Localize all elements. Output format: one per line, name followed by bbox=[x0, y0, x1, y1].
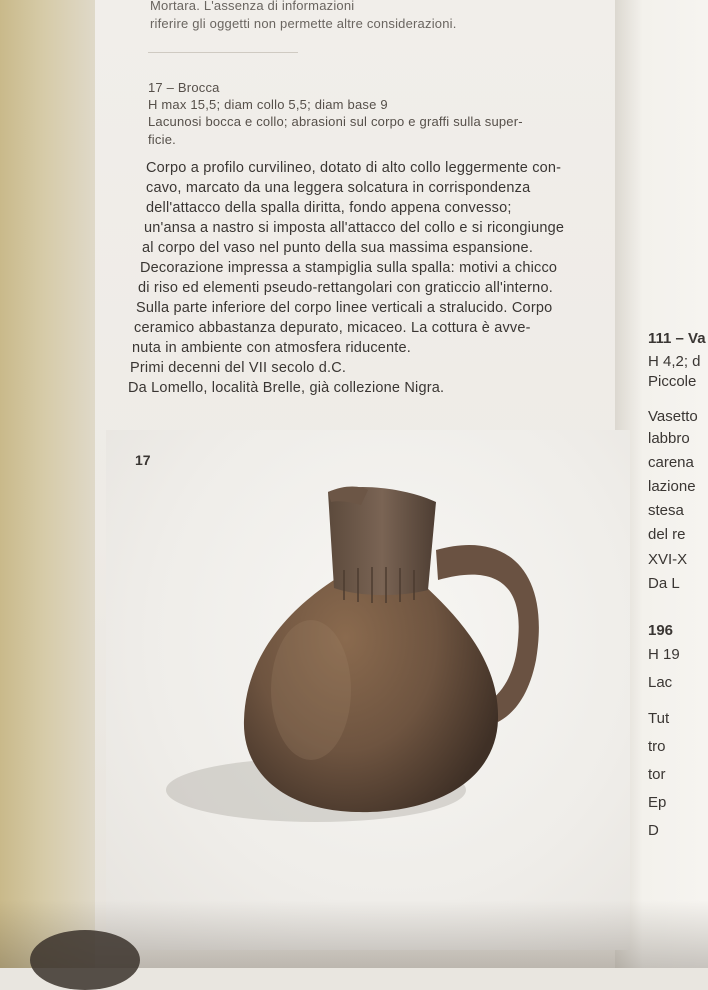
entry-17-dimensions: H max 15,5; diam collo 5,5; diam base 9 bbox=[148, 97, 388, 112]
right-text-line: XVI-X bbox=[648, 551, 688, 568]
section-divider bbox=[148, 52, 298, 53]
right-text-line: tor bbox=[648, 766, 666, 783]
desc-line: Sulla parte inferiore del corpo linee verticali a stralucido. Corpo bbox=[136, 300, 553, 316]
desc-line: nuta in ambiente con atmosfera riducente. bbox=[132, 340, 412, 356]
desc-line: un'ansa a nastro si imposta all'attacco del collo e si ricongiunge bbox=[144, 220, 565, 236]
entry-17-provenance: Da Lomello, località Brelle, già collezione Nigra. bbox=[128, 380, 445, 396]
entry-17-heading: 17 – Brocca bbox=[148, 80, 220, 95]
desc-line: al corpo del vaso nel punto della sua massima espansione. bbox=[142, 240, 534, 256]
entry-196-dims: H 19 bbox=[648, 646, 680, 663]
top-line-2: riferire gli oggetti non permette altre considerazioni. bbox=[150, 16, 457, 31]
entry-17-date: Primi decenni del VII secolo d.C. bbox=[130, 360, 347, 376]
photo-panel bbox=[106, 430, 630, 950]
right-text-line: Tut bbox=[648, 710, 670, 727]
desc-line: Corpo a profilo curvilineo, dotato di alto collo leggermente con- bbox=[146, 160, 562, 176]
entry-17-state-line-1: Lacunosi bocca e collo; abrasioni sul corpo e graffi sulla super- bbox=[148, 114, 523, 129]
right-text-line: Ep bbox=[648, 794, 667, 811]
right-text-line: lazione bbox=[648, 478, 696, 495]
right-text-line: D bbox=[648, 822, 659, 839]
right-text-line: Da L bbox=[648, 575, 680, 592]
right-text-line: carena bbox=[648, 454, 694, 471]
right-text-line: tro bbox=[648, 738, 666, 755]
entry-111-dims: H 4,2; d bbox=[648, 353, 701, 370]
photo-number-label: 17 bbox=[135, 452, 151, 468]
right-text-line: Piccole bbox=[648, 373, 697, 390]
book-edge-left bbox=[0, 0, 110, 968]
right-text-line: labbro bbox=[648, 430, 690, 447]
jug-photo bbox=[106, 430, 630, 950]
entry-111-heading: 111 – Va bbox=[648, 330, 706, 347]
right-text-line: Vasetto bbox=[648, 408, 698, 425]
right-text-line: stesa bbox=[648, 502, 684, 519]
desc-line: dell'attacco della spalla diritta, fondo appena convesso; bbox=[146, 200, 512, 216]
entry-17-state-line-2: ficie. bbox=[148, 132, 176, 147]
right-text-line: Lac bbox=[648, 674, 673, 691]
desc-line: Decorazione impressa a stampiglia sulla spalla: motivi a chicco bbox=[140, 260, 558, 276]
right-text-line: del re bbox=[648, 526, 686, 543]
desc-line: cavo, marcato da una leggera solcatura in corrispondenza bbox=[146, 180, 531, 196]
entry-196-heading: 196 bbox=[648, 622, 674, 639]
desc-line: ceramico abbastanza depurato, micaceo. La cottura è avve- bbox=[134, 320, 531, 336]
desc-line: di riso ed elementi pseudo-rettangolari con graticcio all'interno. bbox=[138, 280, 553, 296]
thumb bbox=[30, 930, 140, 990]
top-line-1: Mortara. L'assenza di informazioni bbox=[150, 0, 355, 13]
